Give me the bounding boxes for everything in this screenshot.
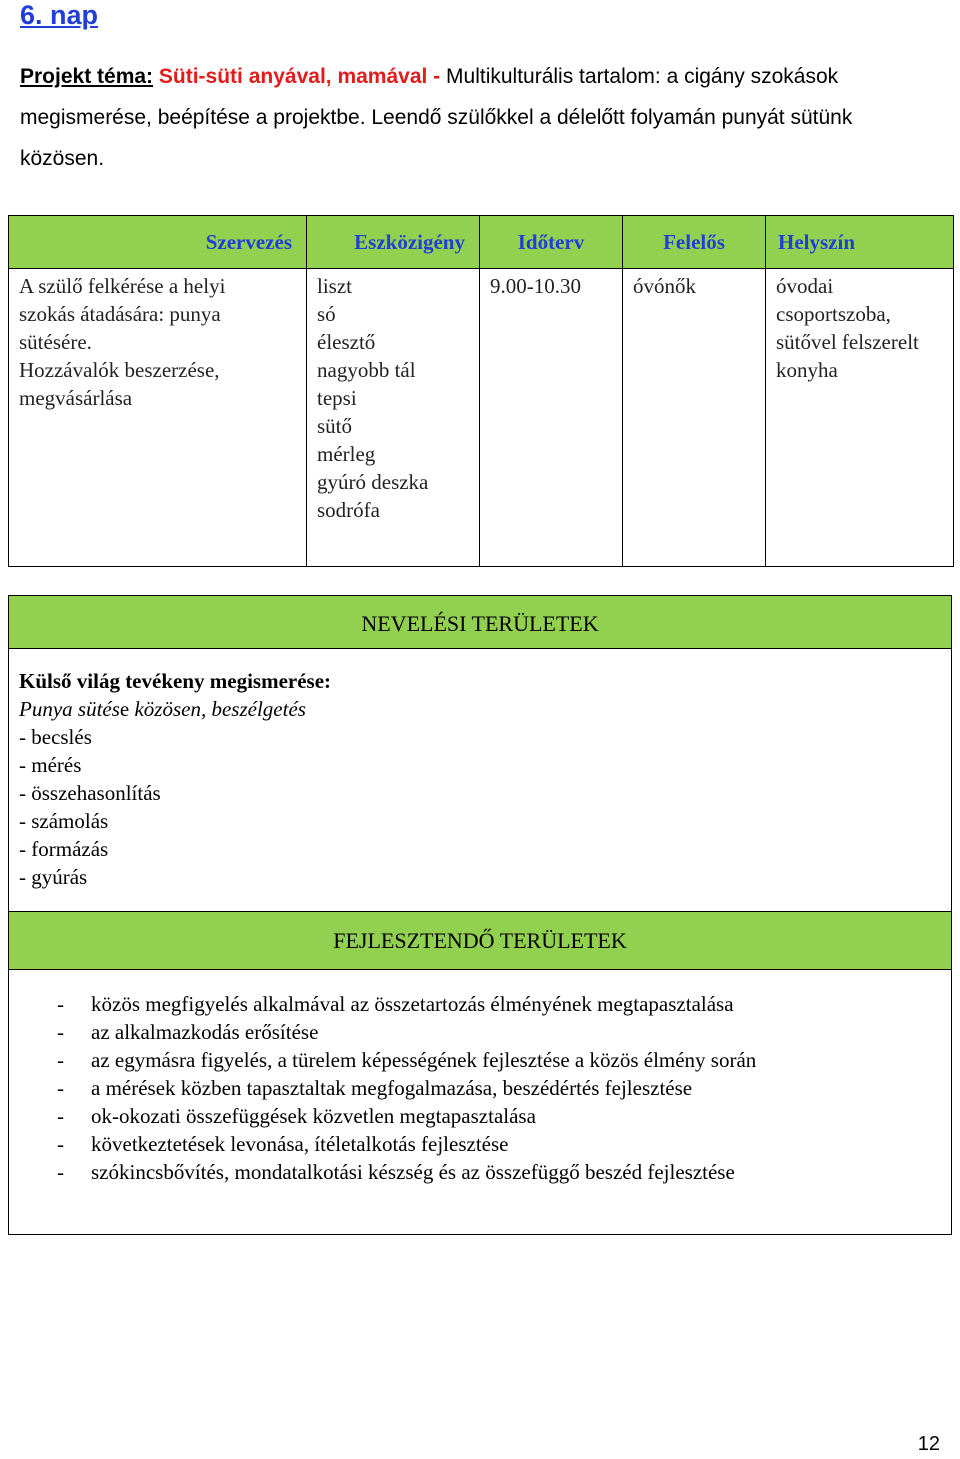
cell-line: szokás átadására: punya [19, 302, 221, 326]
list-dash: - [57, 1048, 64, 1072]
list-item: - mérés [19, 753, 82, 777]
list-dash: - [57, 1160, 64, 1184]
list-item-text: következtetések levonása, ítéletalkotás fejlesztése [91, 1132, 509, 1156]
cell-idoterv: 9.00-10.30 [480, 269, 623, 567]
list-item-text: közös megfigyelés alkalmával az összetartozás élményének megtapasztalása [91, 992, 734, 1016]
cell-line: liszt [317, 274, 352, 298]
activity-text: e [119, 697, 130, 721]
fejlesztendo-list [9, 970, 951, 1186]
project-theme-label: Projekt téma: [20, 65, 154, 88]
list-dash: - [57, 1020, 64, 1044]
project-intro [20, 56, 920, 179]
list-item: - formázás [19, 837, 109, 861]
activity-text: közösen, beszélgetés [129, 697, 306, 721]
cell-line: csoportszoba, [776, 302, 891, 326]
header-helyszin: Helyszín [766, 216, 954, 269]
header-idoterv: Időterv [480, 216, 623, 269]
cell-line: sütővel felszerelt [776, 330, 919, 354]
project-description: Multikulturális tartalom: a cigány szokások megismerése, beépítése a projektbe. Leendő szülőkkel a délelőtt folyamán punyát sütünk közösen. [20, 65, 853, 170]
fejlesztendo-heading: FEJLESZTENDŐ TERÜLETEK [9, 912, 951, 970]
list-item-text: ok-okozati összefüggések közvetlen megtapasztalása [91, 1104, 536, 1128]
list-item [57, 1158, 951, 1186]
cell-line: gyúró deszka [317, 470, 429, 494]
cell-line: só [317, 302, 336, 326]
cell-line: tepsi [317, 386, 357, 410]
page-number: 12 [917, 1433, 940, 1455]
header-eszkozigeny: Eszközigény [307, 216, 480, 269]
neveles-content [9, 649, 951, 891]
table-header-row [9, 216, 954, 269]
cell-line: mérleg [317, 442, 376, 466]
cell-line: sütésére. [19, 330, 92, 354]
list-dash: - [57, 1104, 64, 1128]
list-item: - gyúrás [19, 865, 88, 889]
list-item [57, 1102, 951, 1130]
list-item-text: a mérések közben tapasztaltak megfogalmazása, beszédértés fejlesztése [91, 1076, 693, 1100]
cell-szervezes [9, 269, 307, 567]
list-dash: - [57, 992, 64, 1016]
list-item-text: szókincsbővítés, mondatalkotási készség és az összefüggő beszéd fejlesztése [91, 1160, 735, 1184]
cell-felelos: óvónők [623, 269, 766, 567]
cell-line: megvásárlása [19, 386, 133, 410]
list-dash: - [57, 1076, 64, 1100]
list-item-text: az alkalmazkodás erősítése [91, 1020, 319, 1044]
cell-line: sütő [317, 414, 353, 438]
table-row [9, 269, 954, 567]
cell-line: A szülő felkérése a helyi [19, 274, 226, 298]
cell-line: Hozzávalók beszerzése, [19, 358, 220, 382]
list-item [57, 1130, 951, 1158]
cell-line: nagyobb tál [317, 358, 416, 382]
cell-line: élesztő [317, 330, 376, 354]
activity-text: Punya sütés [19, 697, 120, 721]
cell-line: óvodai [776, 274, 834, 298]
list-item: - számolás [19, 809, 109, 833]
list-item [57, 990, 951, 1018]
list-item: - becslés [19, 725, 92, 749]
list-item [57, 1074, 951, 1102]
neveles-heading: NEVELÉSI TERÜLETEK [9, 596, 951, 649]
cell-line: konyha [776, 358, 838, 382]
neveles-section [8, 595, 952, 912]
organization-table [8, 215, 954, 567]
header-szervezes: Szervezés [9, 216, 307, 269]
page-title: 6. nap [20, 0, 99, 30]
list-item: - összehasonlítás [19, 781, 161, 805]
neveles-activity [19, 695, 951, 723]
cell-helyszin [766, 269, 954, 567]
list-item [57, 1046, 951, 1074]
cell-eszkozigeny [307, 269, 480, 567]
project-theme-name: Süti-süti anyával, mamával - [158, 65, 441, 88]
fejlesztendo-section [8, 911, 952, 1235]
cell-line: sodrófa [317, 498, 380, 522]
header-felelos: Felelős [623, 216, 766, 269]
list-item-text: az egymásra figyelés, a türelem képességének fejlesztése a közös élmény során [91, 1048, 757, 1072]
list-dash: - [57, 1132, 64, 1156]
list-item [57, 1018, 951, 1046]
neveles-subtitle: Külső világ tevékeny megismerése: [19, 669, 332, 693]
